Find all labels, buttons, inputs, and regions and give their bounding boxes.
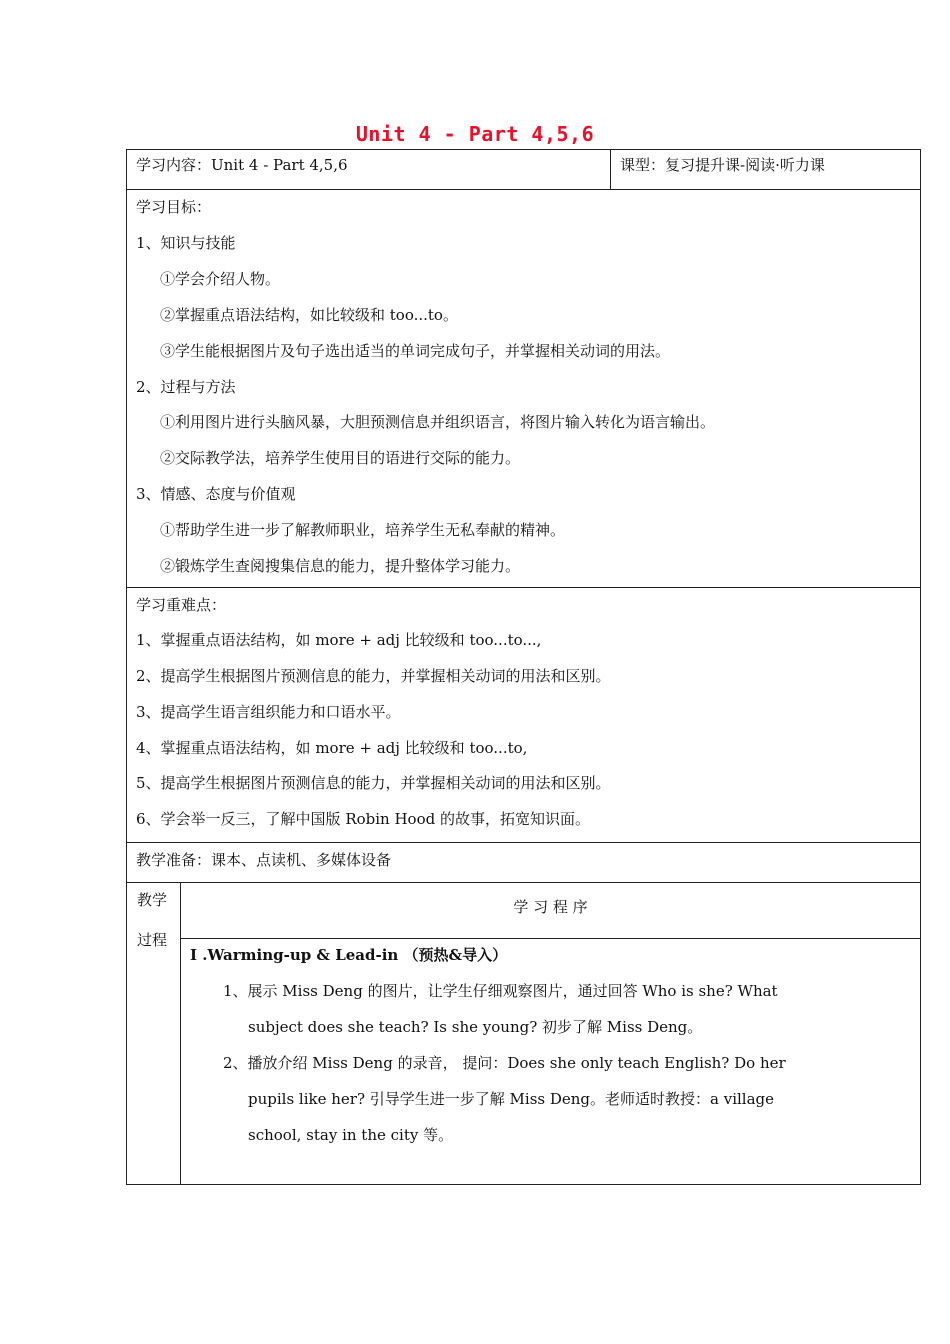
key-point-line: 3、提高学生语言组织能力和口语水平。 [136, 703, 401, 721]
type-label: 课型：复习提升课-阅读·听力课 [620, 156, 825, 174]
key-point-line: 5、提高学生根据图片预测信息的能力，并掌握相关动词的用法和区别。 [136, 774, 611, 792]
content-label: 学习内容：Unit 4 - Part 4,5,6 [136, 156, 348, 174]
process-heading: 学 习 程 序 [513, 898, 588, 916]
section-title: Ⅰ .Warming-up & Lead-in （预热&导入） [190, 946, 508, 964]
process-line: 1、展示 Miss Deng 的图片，让学生仔细观察图片，通过回答 Who is she? What [223, 982, 778, 1000]
header-content-cell [126, 149, 611, 190]
key-points-cell [126, 587, 921, 843]
process-heading-cell [180, 882, 921, 939]
key-point-line: 2、提高学生根据图片预测信息的能力，并掌握相关动词的用法和区别。 [136, 667, 611, 685]
process-line: pupils like her? 引导学生进一步了解 Miss Deng。老师适时教授：a village [248, 1090, 775, 1108]
preparation-text: 教学准备：课本、点读机、多媒体设备 [136, 851, 392, 869]
objective-line: 2、过程与方法 [136, 378, 236, 396]
process-line: school, stay in the city 等。 [248, 1126, 454, 1144]
process-side-label: 教学 [137, 891, 168, 909]
objective-line: ①学会介绍人物。 [160, 270, 281, 288]
header-type-cell [610, 149, 921, 190]
objectives-cell [126, 189, 921, 588]
objective-line: ①帮助学生进一步了解教师职业，培养学生无私奉献的精神。 [160, 521, 566, 539]
preparation-cell [126, 842, 921, 883]
process-side-cell [126, 882, 181, 1185]
objective-line: ①利用图片进行头脑风暴，大胆预测信息并组织语言，将图片输入转化为语言输出。 [160, 413, 716, 431]
key-point-line: 4、掌握重点语法结构，如 more + adj 比较级和 too...to, [136, 739, 528, 757]
process-line: 2、播放介绍 Miss Deng 的录音， 提问：Does she only teach English? Do her [223, 1054, 786, 1072]
objective-line: ②掌握重点语法结构，如比较级和 too...to。 [160, 306, 458, 324]
objectives-heading: 学习目标： [136, 198, 212, 216]
page-title: Unit 4 - Part 4,5,6 [355, 122, 595, 146]
objective-line: 3、情感、态度与价值观 [136, 485, 296, 503]
objective-line: ②锻炼学生查阅搜集信息的能力，提升整体学习能力。 [160, 557, 521, 575]
key-point-line: 1、掌握重点语法结构，如 more + adj 比较级和 too...to..., [136, 631, 542, 649]
objective-line: ③学生能根据图片及句子选出适当的单词完成句子，并掌握相关动词的用法。 [160, 342, 671, 360]
process-body-cell [180, 938, 921, 1185]
objective-line: 1、知识与技能 [136, 234, 236, 252]
objective-line: ②交际教学法，培养学生使用目的语进行交际的能力。 [160, 449, 521, 467]
process-line: subject does she teach? Is she young? 初步了解 Miss Deng。 [248, 1018, 703, 1036]
key-point-line: 6、学会举一反三，了解中国版 Robin Hood 的故事，拓宽知识面。 [136, 810, 590, 828]
key-points-heading: 学习重难点： [136, 596, 227, 614]
process-side-label: 过程 [137, 931, 168, 949]
